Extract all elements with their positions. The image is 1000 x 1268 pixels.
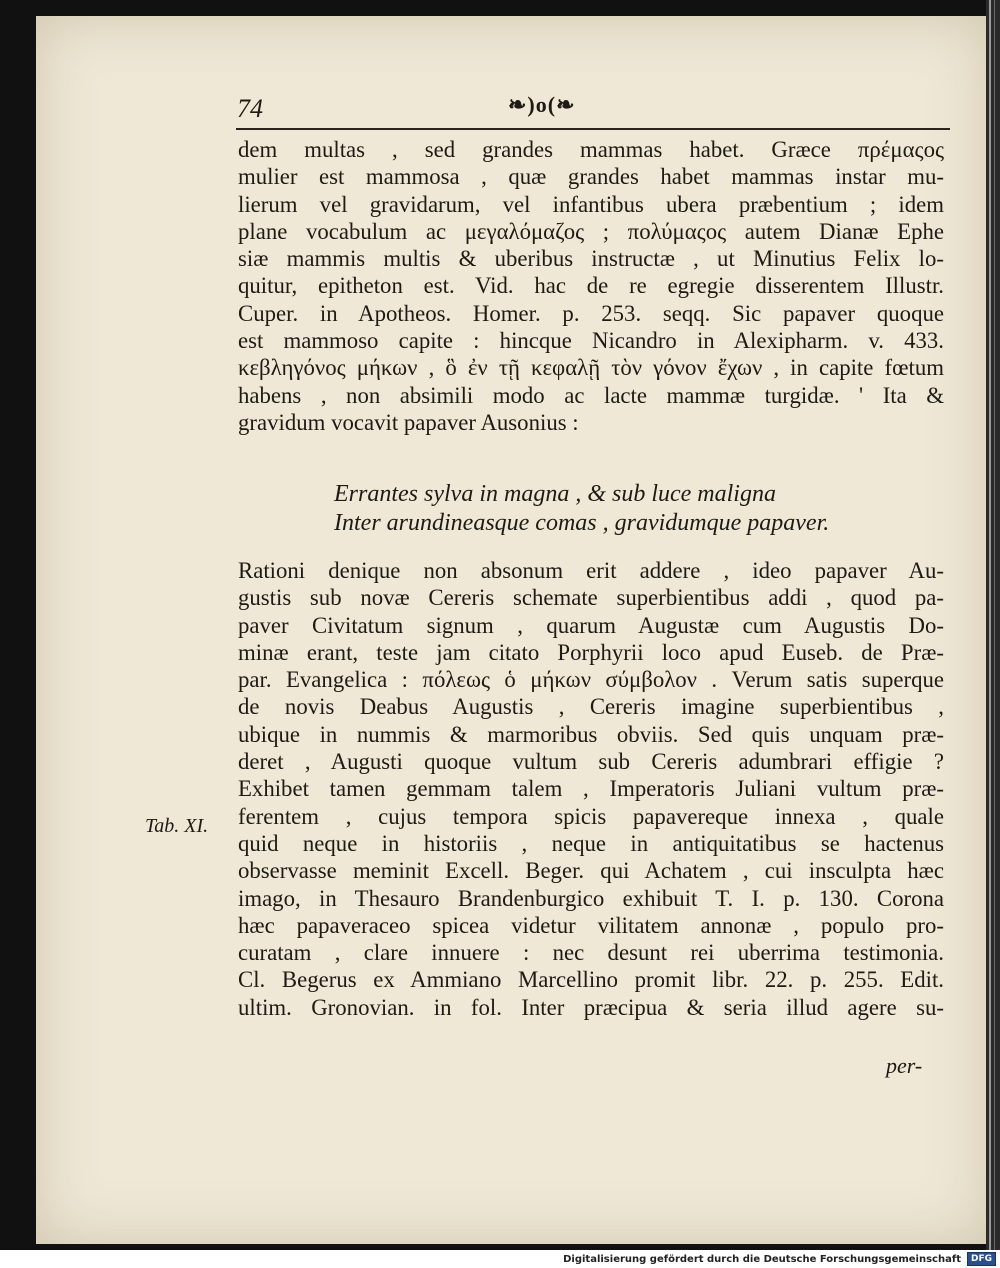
text-line: dem multas , sed grandes mammas habet. Græce πρέμαςος — [238, 137, 944, 162]
text-line: par. Evangelica : πόλεως ὁ μήκων σύμβολον . Verum satis superque — [238, 667, 944, 693]
text-line: ultim. Gronovian. in fol. Inter præcipua & seria illud agere su- — [238, 994, 944, 1020]
text-line: curatam , clare innuere : nec desunt rei uberrima testimonia. — [238, 940, 944, 966]
footer-bar — [0, 1250, 1000, 1268]
text-line: habens , non absimili modo ac lacte mammæ turgidæ. ' Ita & — [238, 382, 944, 408]
text-line: deret , Augusti quoque vultum sub Cereris adumbrari effigie ? — [238, 749, 944, 775]
paragraph-2 — [238, 557, 944, 1021]
text-line: mulier est mammosa , quæ grandes habet mammas instar mu- — [238, 164, 944, 190]
text-line: ferentem , cujus tempora spicis papavereque innexa , quale — [238, 803, 944, 829]
verse-line: Inter arundineasque comas , gravidumque papaver. — [334, 510, 830, 536]
text-line: lierum vel gravidarum, vel infantibus ubera præbentium ; idem — [238, 191, 944, 217]
text-line: paver Civitatum signum , quarum Augustæ cum Augustis Do- — [238, 612, 944, 638]
text-line: κεβληγόνος μήκων , ὃ ἐν τῇ κεφαλῇ τὸν γόνον ἔχων , in capite fœtum — [238, 355, 944, 381]
text-line: hæc papaveraceo spicea videtur vilitatem annonæ , populo pro- — [238, 912, 944, 938]
catchword: per- — [886, 1053, 923, 1078]
text-line: siæ mammis multis & uberibus instructæ , ut Minutius Felix lo- — [238, 246, 944, 272]
text-line: quitur, epitheton est. Vid. hac de re egregie disserentem Illustr. — [238, 273, 944, 299]
text-line: plane vocabulum ac μεγαλόμαζος ; πολύμαςος autem Dianæ Ephe — [238, 218, 944, 244]
text-line: gravidum vocavit papaver Ausonius : — [238, 409, 579, 435]
verse-line: Errantes sylva in magna , & sub luce maligna — [334, 481, 776, 507]
paragraph-1 — [238, 136, 944, 436]
text-line: Exhibet tamen gemmam talem , Imperatoris Juliani vultum præ- — [238, 776, 944, 802]
verse-quote — [334, 480, 914, 538]
text-line: Cl. Begerus ex Ammiano Marcellino promit libr. 22. p. 255. Edit. — [238, 967, 944, 993]
dfg-logo[interactable]: DFG — [967, 1252, 996, 1266]
text-line: gustis sub novæ Cereris schemate superbientibus addi , quod pa- — [238, 585, 944, 611]
text-line: observasse meminit Excell. Beger. qui Achatem , cui insculpta hæc — [238, 858, 944, 884]
text-line: Cuper. in Apotheos. Homer. p. 253. seqq. Sic papaver quoque — [238, 300, 944, 326]
margin-note: Tab. XI. — [145, 815, 209, 837]
text-line: Rationi denique non absonum erit addere , ideo papaver Au- — [238, 558, 944, 583]
page-number: 74 — [237, 94, 263, 123]
text-line: de novis Deabus Augustis , Cereris imagine superbientibus , — [238, 694, 944, 720]
text-line: est mammoso capite : hincque Nicandro in Alexipharm. v. 433. — [238, 328, 944, 354]
header-rule — [236, 128, 950, 130]
footer-credit: Digitalisierung gefördert durch die Deutsche Forschungsgemeinschaft — [563, 1253, 961, 1265]
text-line: ubique in nummis & marmoribus obviis. Sed quis unquam præ- — [238, 721, 944, 747]
text-line: quid neque in historiis , neque in antiquitatibus se hactenus — [238, 830, 944, 856]
text-line: minæ erant, teste jam citato Porphyrii loco apud Euseb. de Præ- — [238, 639, 944, 665]
scanner-edge — [986, 0, 1000, 1250]
running-head-ornament: ❧)o(❧ — [508, 92, 576, 117]
text-line: imago, in Thesauro Brandenburgico exhibuit T. I. p. 130. Corona — [238, 885, 944, 911]
